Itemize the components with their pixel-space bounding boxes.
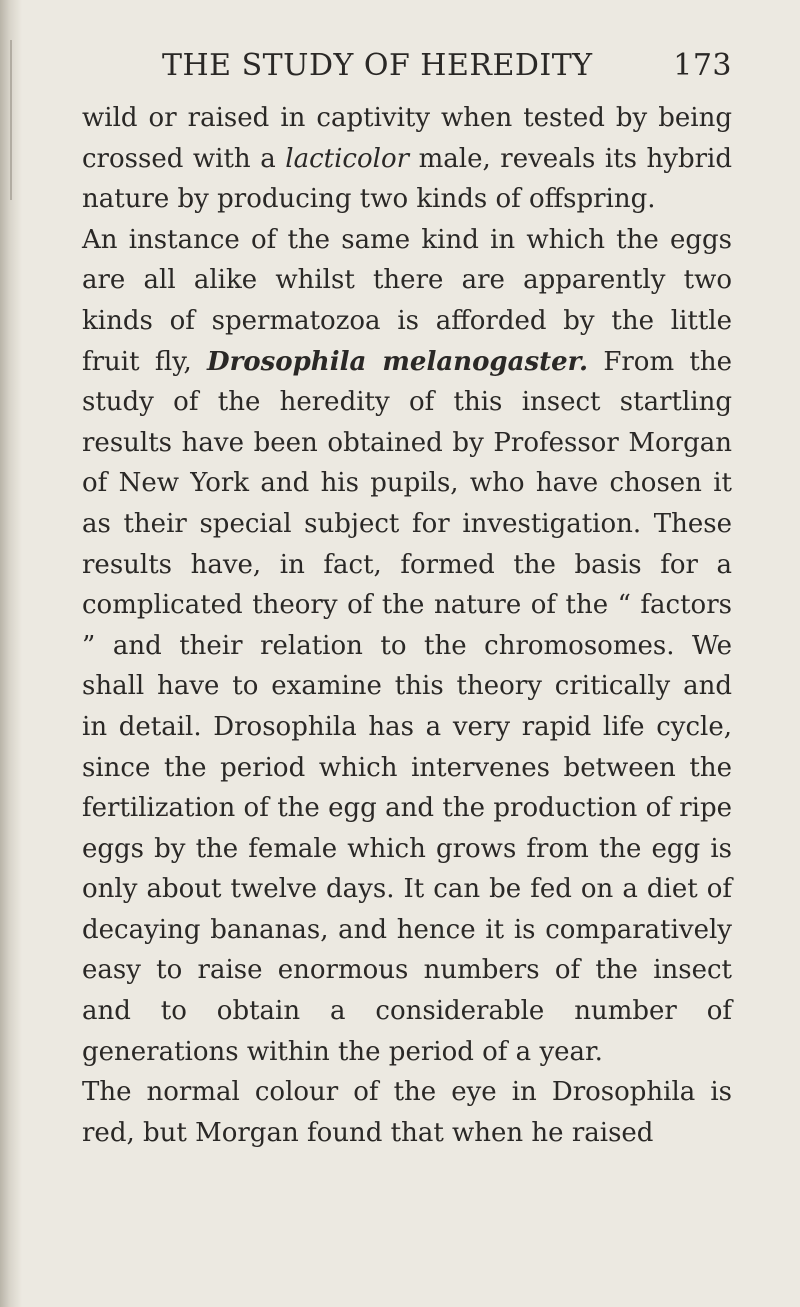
italic-term: lacticolor: [285, 143, 410, 174]
running-head-title: THE STUDY OF HEREDITY: [162, 48, 593, 83]
text-segment: An instance of the same kind in which the eggs are all alike whilst there are apparently two kinds of spermatozoa is afforded by the little fruit fly,: [82, 224, 732, 377]
species-name: Drosophila melanogaster.: [207, 346, 589, 377]
text-segment: From the study of the heredity of this insect startling results have been obtained by Professor Morgan of New York and his pupils, who have chosen it as their special subject for investigation. These results have, in fact, formed the basis for a complicated theory of the nature of the “ factors ” and their relation to the chromosomes. We shall have to examine this theory critically and in detail. Drosophila has a very rapid life cycle, since the period which intervenes between the fertilization of the egg and the production of ripe eggs by the female which grows from the egg is only about twelve days. It can be fed on a diet of decaying bananas, and hence it is comparatively easy to raise enormous numbers of the insect and to obtain a considerable number of generations within the period of a year.: [82, 346, 733, 1067]
text-segment: wild or raised in captivity when tested by being crossed with a: [82, 103, 732, 174]
text-segment: male, reveals its hybrid nature by producing two kinds of offspring.: [82, 143, 732, 215]
gutter-shadow-line: [10, 40, 12, 200]
binding-gutter: [0, 0, 22, 1307]
running-head: [82, 38, 732, 92]
book-page: [82, 38, 732, 1153]
page-number: 173: [673, 48, 732, 83]
text-segment: The normal colour of the eye in Drosophila is red, but Morgan found that when he raised: [82, 1077, 732, 1148]
paragraph: [82, 220, 732, 1072]
body-text: [82, 98, 732, 1153]
paragraph: [82, 98, 732, 220]
paragraph: [82, 1072, 732, 1153]
